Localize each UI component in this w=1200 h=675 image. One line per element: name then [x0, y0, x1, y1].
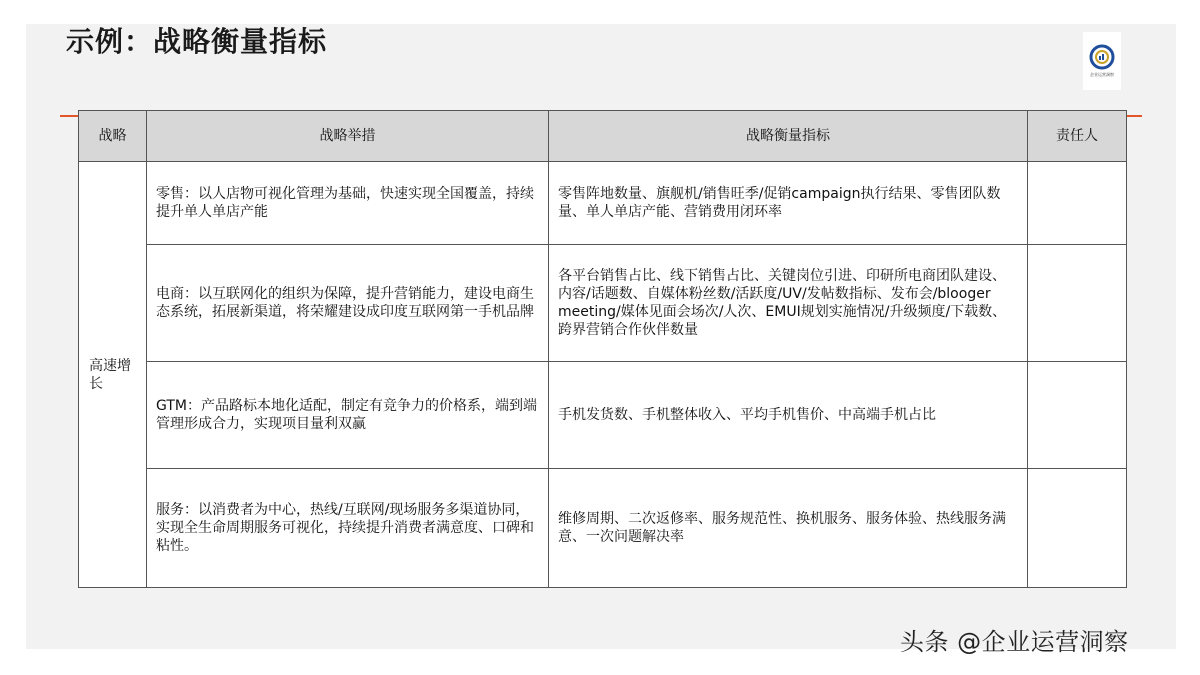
header-metrics: 战略衡量指标	[549, 111, 1028, 162]
table-row	[79, 361, 1127, 468]
table-row	[79, 244, 1127, 361]
logo-emblem-icon	[1089, 44, 1115, 70]
accent-line-left	[60, 115, 80, 117]
strategy-metrics-table	[78, 110, 1127, 588]
header-strategy: 战略	[79, 111, 147, 162]
initiative-cell: 电商：以互联网化的组织为保障，提升营销能力，建设电商生态系统，拓展新渠道，将荣耀建设成印度互联网第一手机品牌	[147, 244, 549, 361]
logo-text: 企业运营洞察	[1090, 72, 1114, 77]
table-header-row	[79, 111, 1127, 162]
table-row	[79, 162, 1127, 245]
metrics-cell: 维修周期、二次返修率、服务规范性、换机服务、服务体验、热线服务满意、一次问题解决率	[549, 468, 1028, 587]
metrics-cell: 手机发货数、手机整体收入、平均手机售价、中高端手机占比	[549, 361, 1028, 468]
owner-cell	[1028, 361, 1127, 468]
metrics-cell: 零售阵地数量、旗舰机/销售旺季/促销campaign执行结果、零售团队数量、单人单店产能、营销费用闭环率	[549, 162, 1028, 245]
initiative-cell: 零售：以人店物可视化管理为基础，快速实现全国覆盖，持续提升单人单店产能	[147, 162, 549, 245]
owner-cell	[1028, 244, 1127, 361]
table-row	[79, 468, 1127, 587]
company-logo	[1083, 32, 1121, 90]
owner-cell	[1028, 468, 1127, 587]
header-owner: 责任人	[1028, 111, 1127, 162]
owner-cell	[1028, 162, 1127, 245]
header-initiatives: 战略举措	[147, 111, 549, 162]
initiative-cell: GTM：产品路标本地化适配，制定有竞争力的价格系，端到端管理形成合力，实现项目量利双赢	[147, 361, 549, 468]
initiative-cell: 服务：以消费者为中心，热线/互联网/现场服务多渠道协同，实现全生命周期服务可视化，持续提升消费者满意度、口碑和粘性。	[147, 468, 549, 587]
strategy-cell: 高速增长	[79, 162, 147, 588]
metrics-cell: 各平台销售占比、线下销售占比、关键岗位引进、印研所电商团队建设、内容/话题数、自媒体粉丝数/活跃度/UV/发帖数指标、发布会/blooger meeting/媒体见面会场次/人次、EMUI规划实施情况/升级频度/下载数、跨界营销合作伙伴数量	[549, 244, 1028, 361]
watermark: 头条 @企业运营洞察	[900, 628, 1129, 656]
slide-title: 示例：战略衡量指标	[66, 25, 328, 58]
